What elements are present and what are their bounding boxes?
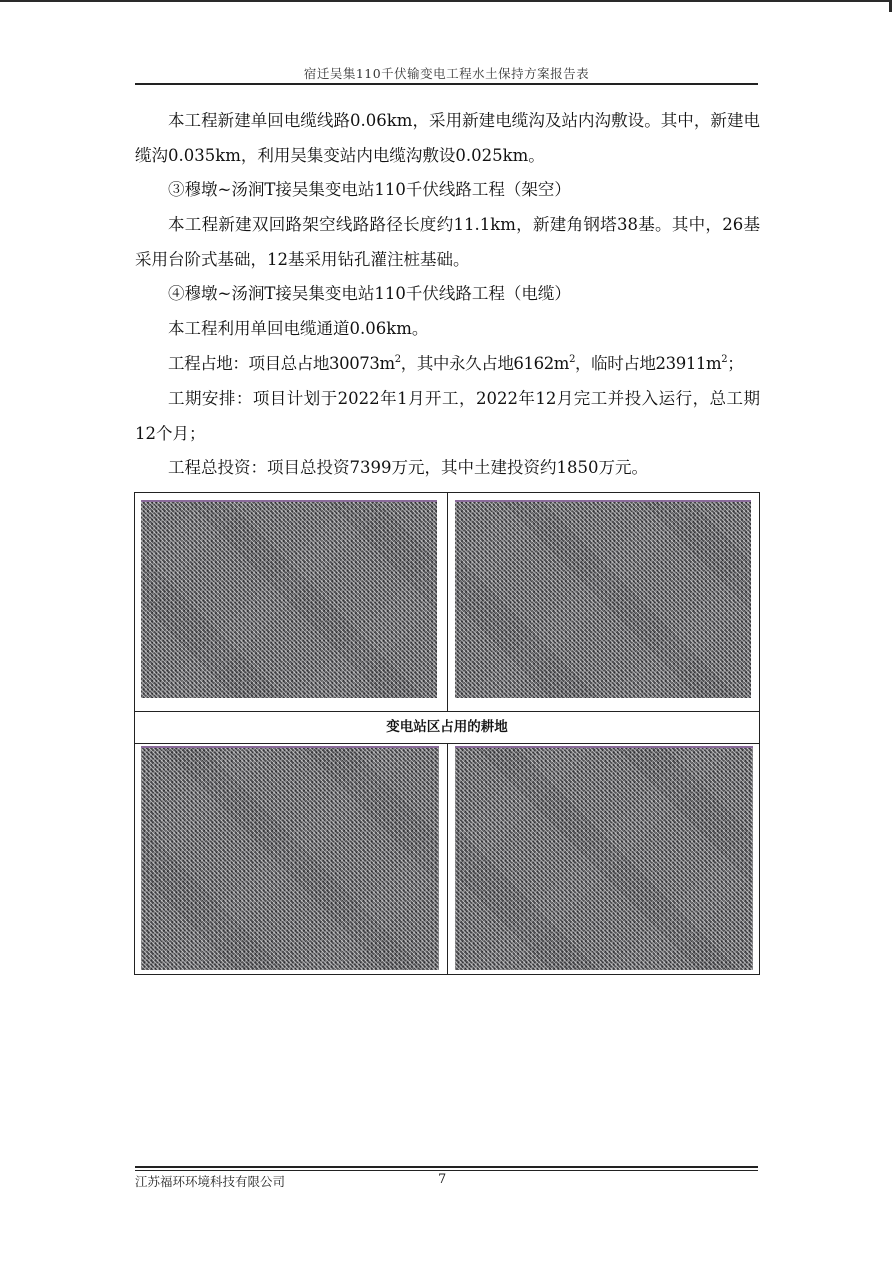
paragraph-land-occupation xyxy=(135,347,760,382)
table-divider-vertical-top xyxy=(447,493,448,711)
paragraph-schedule: 工期安排：项目计划于2022年1月开工，2022年12月完工并投入运行，总工期12个月； xyxy=(135,389,760,443)
photo-bottom-left xyxy=(141,746,439,970)
page-number: 7 xyxy=(438,1172,447,1187)
paragraph-heading-cable: ④穆墩~汤涧T接吴集变电站110千伏线路工程（电缆） xyxy=(168,284,571,303)
paragraph-cable-channel: 本工程利用单回电缆通道0.06km。 xyxy=(168,319,429,338)
header-rule xyxy=(135,83,758,85)
land-total-text: 工程占地：项目总占地30073m xyxy=(168,354,395,373)
photo-table xyxy=(134,492,760,975)
photo-caption: 变电站区占用的耕地 xyxy=(386,719,508,735)
land-end-punct: ； xyxy=(727,354,744,373)
paragraph-cable-line: 本工程新建单回电缆线路0.06km，采用新建电缆沟及站内沟敷设。其中，新建电缆沟0.035km，利用吴集变站内电缆沟敷设0.025km。 xyxy=(135,111,760,165)
footer-rule-thick xyxy=(135,1166,758,1168)
paragraph-heading-overhead: ③穆墩~汤涧T接吴集变电站110千伏线路工程（架空） xyxy=(168,180,571,199)
land-temporary-unit-sup: 2 xyxy=(721,354,728,365)
land-temporary-text: ，临时占地23911m xyxy=(575,354,722,373)
paragraph-overhead-line: 本工程新建双回路架空线路路径长度约11.1km，新建角钢塔38基。其中，26基采用台阶式基础，12基采用钻孔灌注桩基础。 xyxy=(135,215,760,269)
land-total-unit-sup: 2 xyxy=(394,354,401,365)
photo-top-right xyxy=(455,500,751,698)
photo-bottom-right xyxy=(455,746,753,970)
paragraph-investment: 工程总投资：项目总投资7399万元，其中土建投资约1850万元。 xyxy=(168,458,648,477)
land-permanent-text: ，其中永久占地6162m xyxy=(400,354,570,373)
land-permanent-unit-sup: 2 xyxy=(569,354,576,365)
footer-rule-thin xyxy=(135,1170,758,1171)
running-header: 宿迁吴集110千伏输变电工程水土保持方案报告表 xyxy=(303,66,590,81)
page-top-edge xyxy=(0,0,892,2)
footer-company: 江苏福环环境科技有限公司 xyxy=(135,1174,286,1189)
photo-top-left xyxy=(141,500,437,698)
table-divider-vertical-bottom xyxy=(447,743,448,974)
